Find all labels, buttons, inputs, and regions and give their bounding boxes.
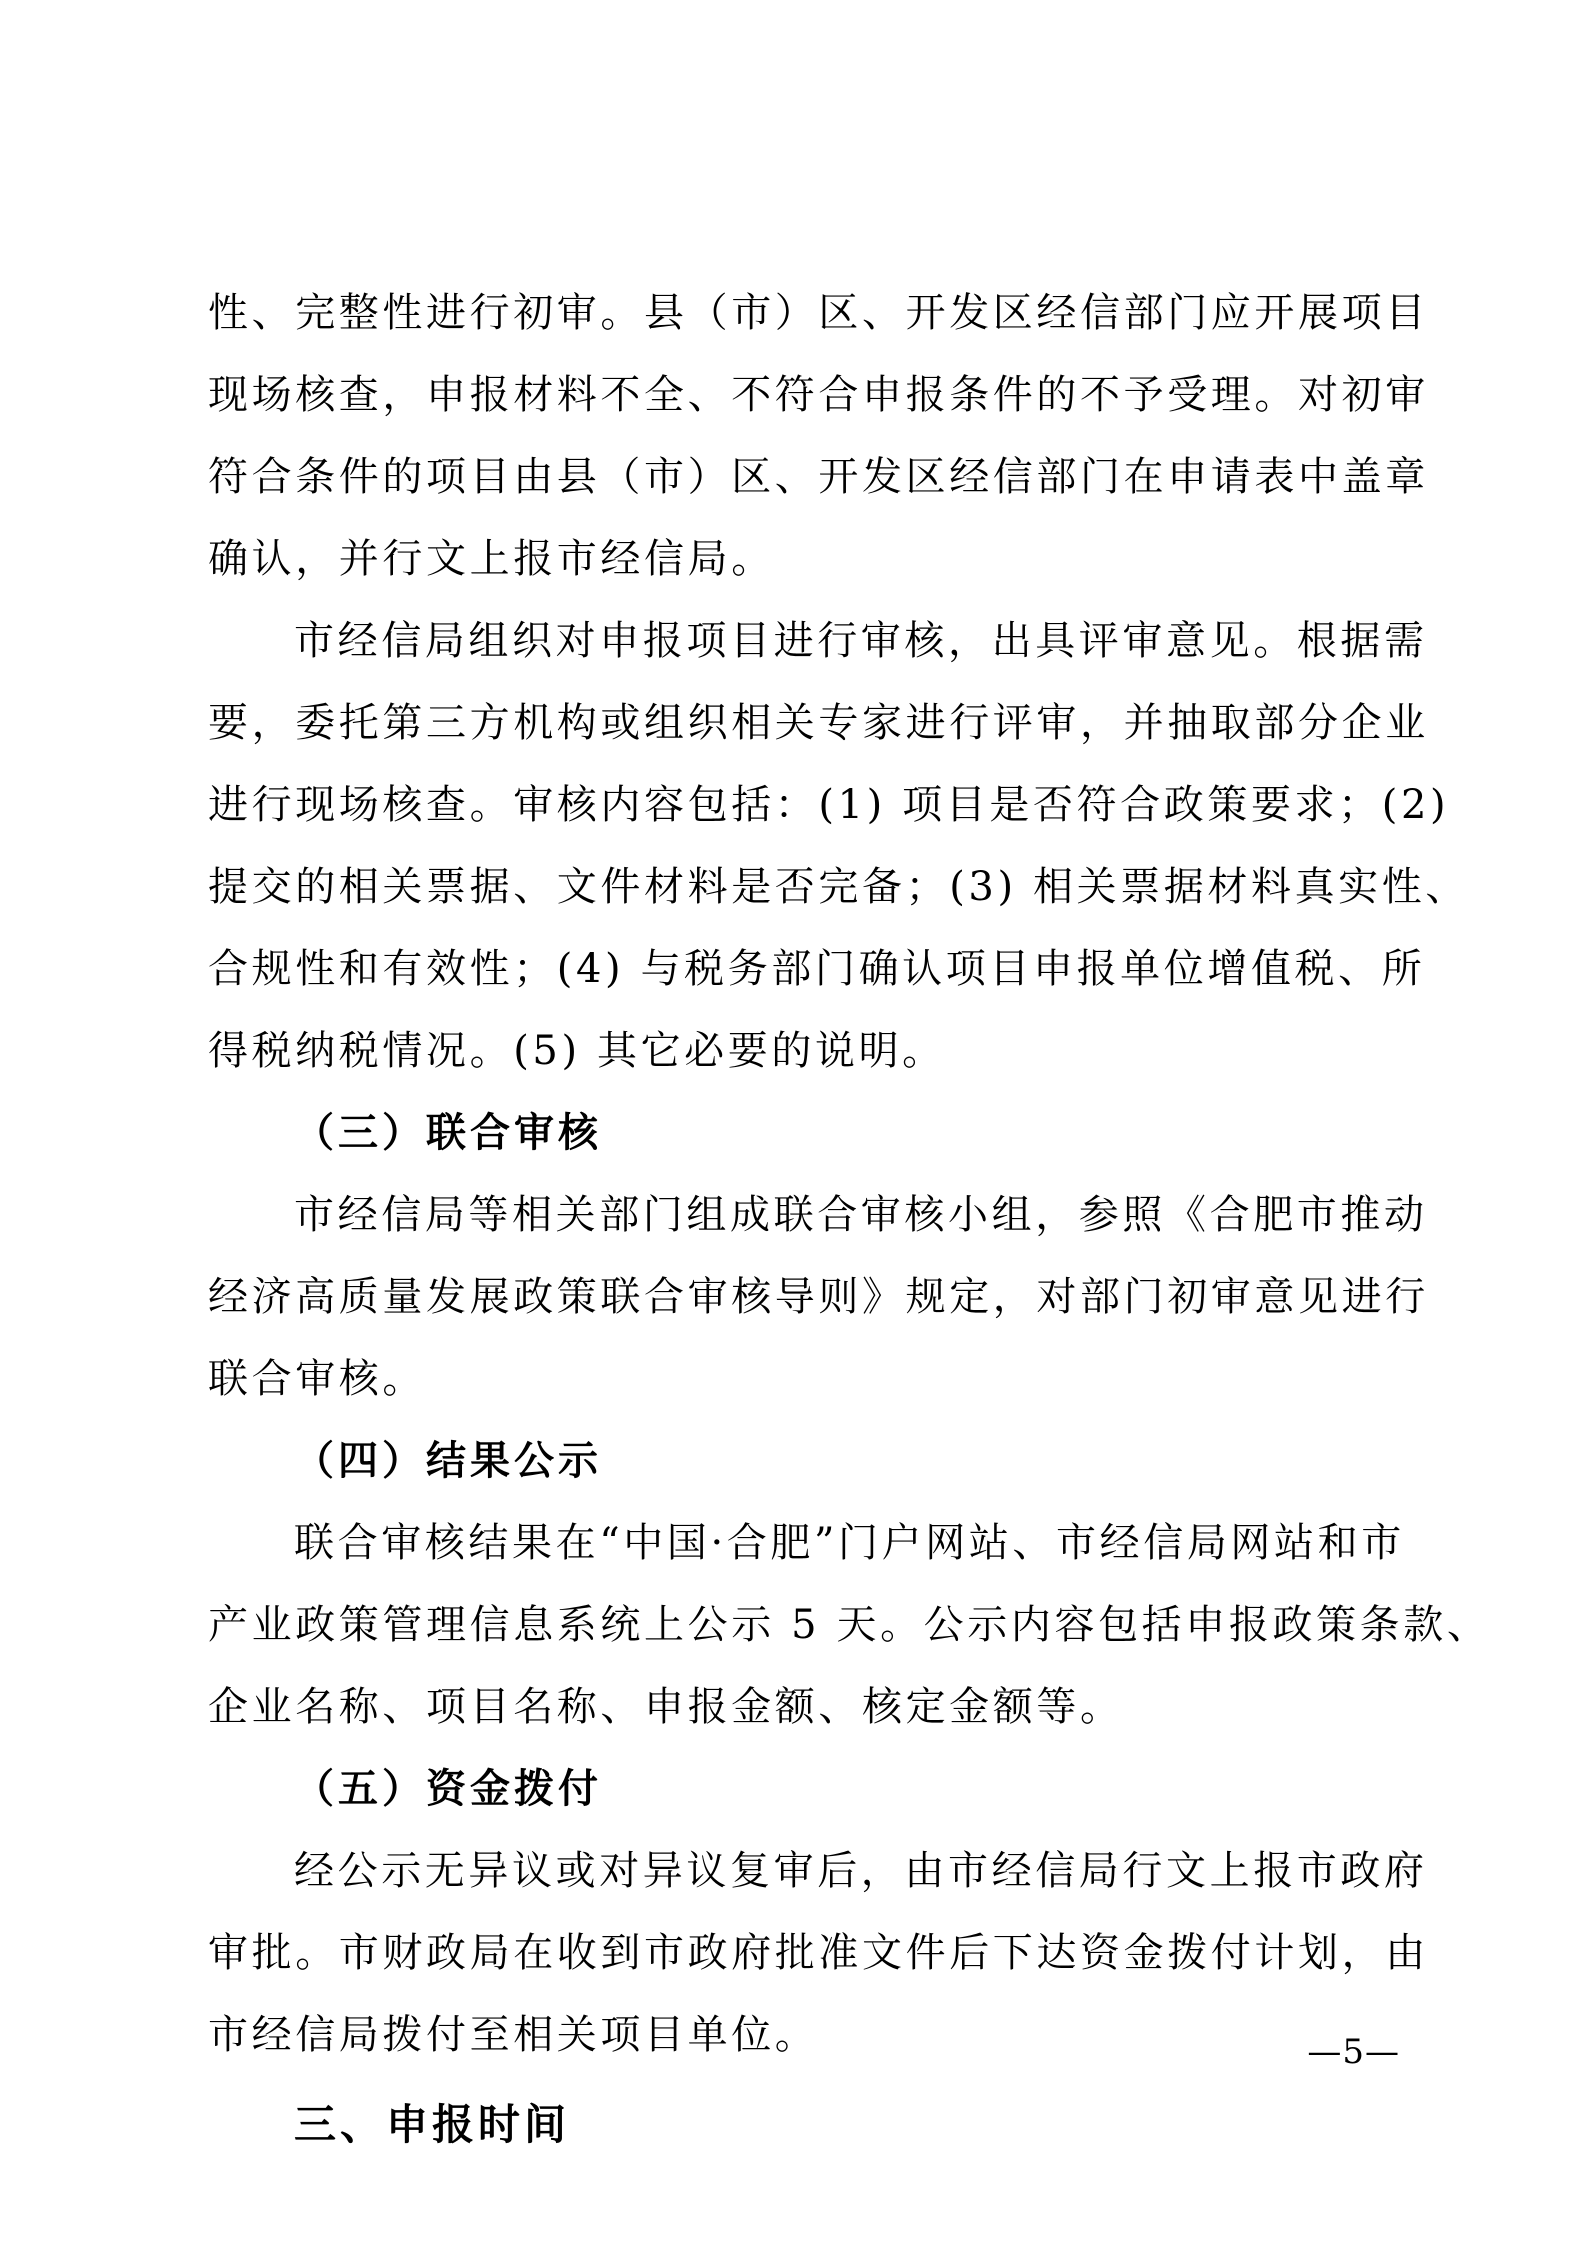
- paragraph-line: 要，委托第三方机构或组织相关专家进行评审，并抽取部分企业: [208, 700, 1429, 746]
- page-number: —5—: [1307, 2032, 1400, 2072]
- paragraph-line: 市经信局组织对申报项目进行审核，出具评审意见。根据需: [294, 618, 1428, 664]
- paragraph-line: 市经信局等相关部门组成联合审核小组，参照《合肥市推动: [294, 1192, 1428, 1238]
- document-body: [208, 272, 1491, 2170]
- subsection-heading: （三）联合审核: [294, 1110, 602, 1156]
- paragraph-line: 进行现场核查。审核内容包括：(1) 项目是否符合政策要求；(2): [208, 782, 1450, 828]
- paragraph-line: 合规性和有效性；(4) 与税务部门确认项目申报单位增值税、所: [208, 946, 1426, 992]
- paragraph-line: 符合条件的项目由县（市）区、开发区经信部门在申请表中盖章: [208, 454, 1429, 500]
- paragraph-line: 经公示无异议或对异议复审后，由市经信局行文上报市政府: [294, 1848, 1428, 1894]
- paragraph-line: 确认，并行文上报市经信局。: [208, 536, 775, 582]
- section-heading: 三、申报时间: [294, 2100, 571, 2149]
- paragraph-line: 提交的相关票据、文件材料是否完备；(3) 相关票据材料真实性、: [208, 864, 1469, 910]
- subsection-heading: （四）结果公示: [294, 1438, 602, 1484]
- paragraph-line: 得税纳税情况。(5) 其它必要的说明。: [208, 1028, 946, 1074]
- paragraph-line: 市经信局拨付至相关项目单位。: [208, 2012, 819, 2058]
- paragraph-line: 联合审核。: [208, 1356, 426, 1402]
- subsection-heading: （五）资金拨付: [294, 1766, 602, 1812]
- paragraph-line: 联合审核结果在“中国·合肥”门户网站、市经信局网站和市: [294, 1520, 1405, 1566]
- paragraph-line: 经济高质量发展政策联合审核导则》规定，对部门初审意见进行: [208, 1274, 1429, 1320]
- paragraph-line: 性、完整性进行初审。县（市）区、开发区经信部门应开展项目: [208, 290, 1429, 336]
- paragraph-line: 现场核查，申报材料不全、不符合申报条件的不予受理。对初审: [208, 372, 1429, 418]
- paragraph-line: 审批。市财政局在收到市政府批准文件后下达资金拨付计划，由: [208, 1930, 1429, 1976]
- paragraph-line: 企业名称、项目名称、申报金额、核定金额等。: [208, 1684, 1124, 1730]
- paragraph-line: 产业政策管理信息系统上公示 5 天。公示内容包括申报政策条款、: [208, 1602, 1491, 1648]
